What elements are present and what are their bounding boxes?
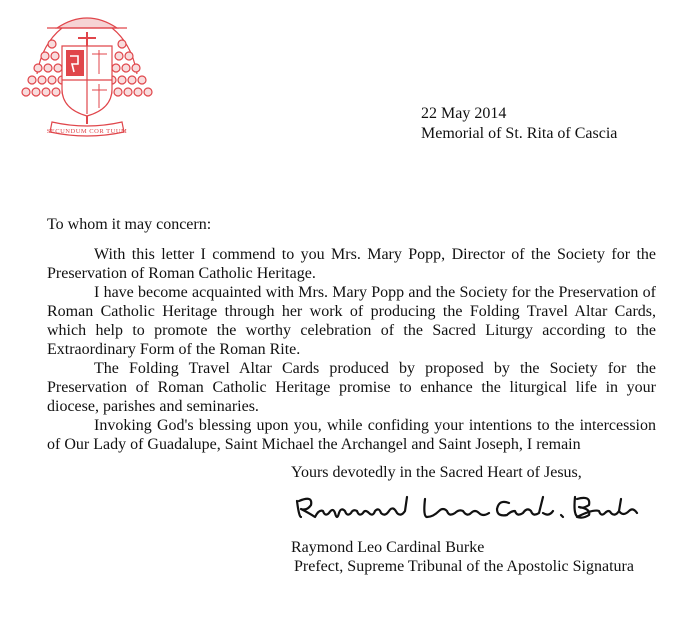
letter-body (47, 245, 656, 454)
signature-icon (293, 487, 643, 527)
signer-block (291, 538, 634, 576)
paragraph: Invoking God's blessing upon you, while confiding your intentions to the intercession of Our Lady of Guadalupe, Saint Michael the Archangel and Saint Joseph, I remain (47, 417, 656, 453)
letter-occasion: Memorial of St. Rita of Cascia (421, 125, 618, 142)
date-block (421, 104, 617, 144)
svg-text:SECUNDUM COR TUUM: SECUNDUM COR TUUM (46, 128, 128, 135)
signer-title: Prefect, Supreme Tribunal of the Apostolic Signatura (294, 558, 634, 575)
paragraph: With this letter I commend to you Mrs. Mary Popp, Director of the Society for the Preservation of Roman Catholic Heritage. (47, 246, 656, 282)
salutation: To whom it may concern: (47, 216, 212, 233)
closing-line: Yours devotedly in the Sacred Heart of Jesus, (291, 464, 582, 481)
signer-name: Raymond Leo Cardinal Burke (291, 539, 485, 556)
coat-of-arms-icon (12, 4, 162, 144)
paragraph: I have become acquainted with Mrs. Mary Popp and the Society for the Preservation of Roman Catholic Heritage through her work of producing the Folding Travel Altar Cards, which help to promote the worthy celebration of the Sacred Liturgy according to the Extraordinary Form of the Roman Rite. (47, 284, 656, 358)
paragraph: The Folding Travel Altar Cards produced by proposed by the Society for the Preservation of Roman Catholic Heritage promise to enhance the liturgical life in your diocese, parishes and seminaries. (47, 360, 656, 415)
letter-date: 22 May 2014 (421, 105, 507, 122)
